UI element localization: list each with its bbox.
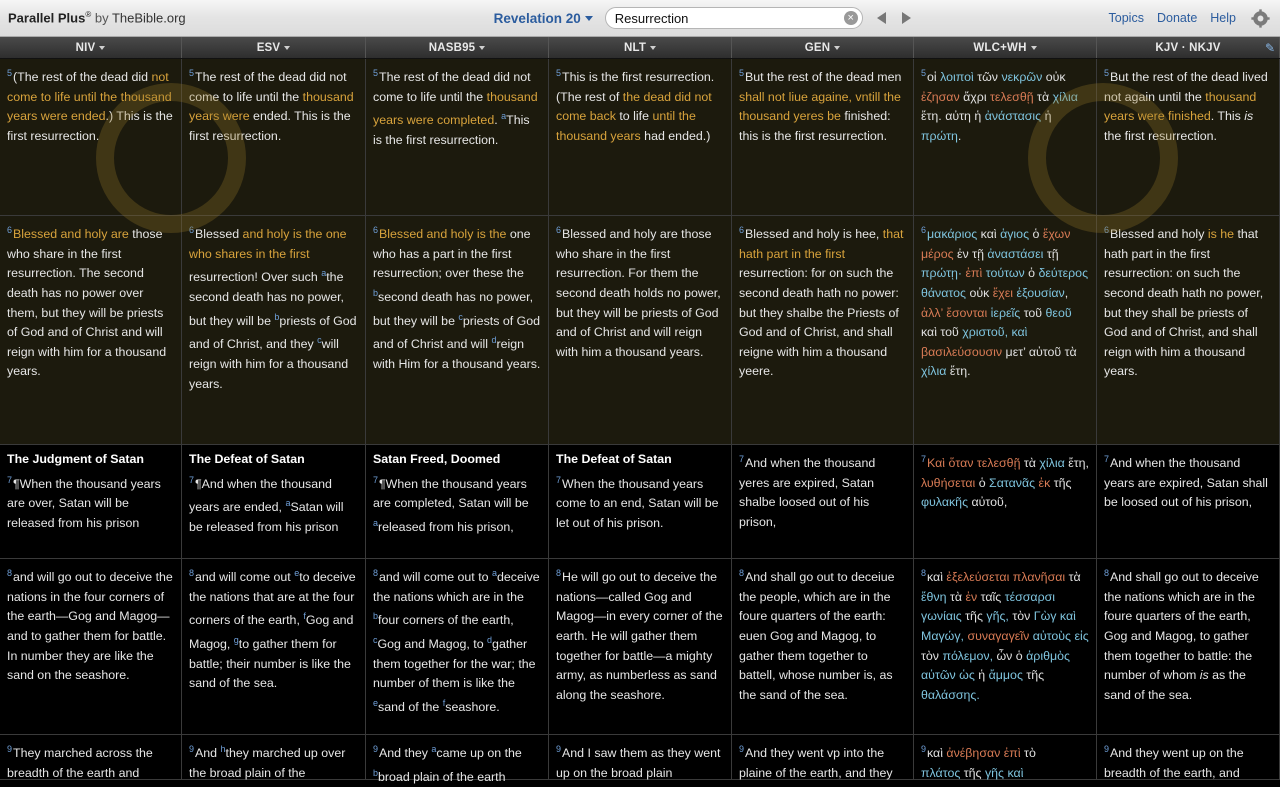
verse-number: 8 [1104,568,1110,578]
verse-cell-wlcwh[interactable]: $^8$καὶ ἐξελεύσεται πλανῆσαι τὰ ἔθνη τὰ ἐν ταῖς τέσσαρσι γωνίαις τῆς γῆς, τὸν Γὼγ καὶ Μαγώγ, συναγαγεῖν αὐτοὺς εἰς τὸν πόλεμον, ὦν ὁ ἀριθμὸς αὐτῶν ὡς ἡ ἄμμος τῆς θαλάσσης. [914,559,1097,734]
verse-number: 5 [373,68,379,78]
verse-number: 5 [7,68,13,78]
top-right-links [1109,9,1274,28]
section-heading: Satan Freed, Doomed [373,452,501,466]
verse-cell-esv[interactable]: $^9$And $^h$they marched up over the broad plain of the [182,735,366,779]
verse-number: 9 [189,744,195,754]
verse-number: 6 [189,225,195,235]
column-header-label: NLT [623,41,647,54]
topics-link[interactable]: Topics [1108,11,1144,25]
table-row[interactable] [0,216,1280,445]
navigation-arrows [877,12,911,24]
verse-number: 9 [7,744,13,754]
verse-number: 9 [1104,744,1110,754]
verse-number: 8 [739,568,745,578]
column-header-label: KJV · NKJV [1155,41,1221,54]
verse-number: 9 [921,744,927,754]
column-header-label: NASB95 [428,41,476,54]
verse-cell-nasb95[interactable]: $^6$Blessed and holy is the one who has a part in the first resurrection; over these the $^b$second death has no power, but they will be $^c$priests of God and of Christ and will $^d$reign with Him for a thousand years. [366,216,549,444]
verse-number: 9 [373,744,379,754]
verse-number: 7 [739,454,745,464]
verse-number: 6 [739,225,745,235]
verse-cell-esv[interactable]: $^6$Blessed and holy is the one who shares in the first resurrection! Over such $^a$the second death has no power, but they will be $^b$priests of God and of Christ, and they $^c$will reign with him for a thousand years. [182,216,366,444]
verse-cell-kjv[interactable]: $^9$And they went up on the breadth of the earth, and [1097,735,1280,779]
verse-cell-nlt[interactable]: $^8$He will go out to deceive the nations—called Gog and Magog—in every corner of the earth. He will gather them together for battle—a mighty army, as numberless as sand along the seashore. [549,559,732,734]
verse-number: 7 [556,474,562,485]
verse-cell-gen[interactable]: $^9$And they went vp into the plaine of the earth, and they [732,735,914,779]
help-link[interactable]: Help [1210,11,1236,25]
column-header-wlcwh[interactable] [914,37,1097,58]
verse-number: 5 [1104,68,1110,78]
parallel-text-grid[interactable] [0,59,1280,784]
verse-number: 8 [7,568,13,578]
search-field-wrapper[interactable] [605,7,863,29]
verse-number: 6 [921,225,927,235]
verse-cell-nasb95[interactable]: $^9$And they $^a$came up on the $^b$broad plain of the earth [366,735,549,779]
verse-number: 9 [556,744,562,754]
verse-cell-niv[interactable]: $^8$and will go out to deceive the nations in the four corners of the earth—Gog and Magog—and to gather them for battle. In number they are like the sand on the seashore. [0,559,182,734]
column-header-label: NIV [75,41,96,54]
verse-number: 7 [1104,454,1110,464]
verse-cell-nasb95[interactable]: Satan Freed, Doomed $^7$¶When the thousand years are completed, Satan will be $^a$released from his prison, [366,445,549,558]
column-header-esv[interactable] [182,37,366,58]
verse-number: 5 [189,68,195,78]
reference-selector[interactable] [494,11,593,26]
section-heading: The Defeat of Satan [189,452,305,466]
verse-number: 8 [373,568,379,578]
brand-registered-mark: ® [85,10,92,20]
verse-cell-kjv[interactable]: $^5$But the rest of the dead lived not again until the thousand years were finished. This is the first resurrection. [1097,59,1280,215]
chevron-down-icon [585,16,593,21]
verse-number: 8 [189,568,195,578]
column-header-label: GEN [804,41,831,54]
verse-number: 8 [556,568,562,578]
verse-cell-wlcwh[interactable]: $^9$καὶ ἀνέβησαν ἐπὶ τὸ πλάτος τῆς γῆς καὶ [914,735,1097,779]
gear-icon[interactable] [1251,9,1270,28]
verse-number: 6 [556,225,562,235]
verse-cell-esv[interactable]: $^5$The rest of the dead did not come to life until the thousand years were ended. This is the first resurrection. [182,59,366,215]
verse-cell-nlt[interactable]: $^6$Blessed and holy are those who share in the first resurrection. For them the second death holds no power, but they will be priests of God and of Christ and will reign with him a thousand years. [549,216,732,444]
verse-number: 6 [373,225,379,235]
verse-number: 6 [1104,225,1110,235]
brand-site: TheBible.org [111,10,186,26]
column-header-niv[interactable] [0,37,182,58]
donate-link[interactable]: Donate [1156,11,1198,25]
verse-cell-gen[interactable]: $^5$But the rest of the dead men shall not liue againe, vntill the thousand yeres be finished: this is the first resurrection. [732,59,914,215]
brand-name: Parallel Plus [8,10,86,26]
column-header-label: WLC+WH [973,41,1027,54]
verse-number: 6 [7,225,13,235]
table-row[interactable] [0,59,1280,216]
verse-number: 9 [739,744,745,754]
top-toolbar [0,0,1280,37]
search-input[interactable] [605,7,863,29]
chevron-down-icon [834,46,840,50]
verse-cell-nlt[interactable]: $^5$This is the first resurrection. (The rest of the dead did not come back to life until the thousand years had ended.) [549,59,732,215]
chevron-down-icon [1031,46,1037,50]
brand-by-text: by [91,10,112,26]
verse-cell-wlcwh[interactable]: $^7$Καὶ ὅταν τελεσθῇ τὰ χίλια ἔτη, λυθήσεται ὁ Σατανᾶς ἐκ τῆς φυλακῆς αὐτοῦ, [914,445,1097,558]
section-heading: The Defeat of Satan [556,452,672,466]
table-row[interactable] [0,735,1280,784]
column-header-nasb95[interactable] [366,37,549,58]
chevron-down-icon [284,46,290,50]
verse-cell-kjv[interactable]: $^6$Blessed and holy is he that hath part in the first resurrection: on such the second death hath no power, but they shall be priests of God and of Christ, and shall reign with him a thousand years. [1097,216,1280,444]
next-chapter-icon[interactable] [902,12,911,24]
verse-number: 5 [556,68,562,78]
verse-cell-niv[interactable]: The Judgment of Satan $^7$¶When the thousand years are over, Satan will be released from his prison [0,445,182,558]
verse-number: 7 [921,454,927,464]
verse-cell-niv[interactable]: $^9$They marched across the breadth of the earth and [0,735,182,779]
verse-cell-nasb95[interactable]: $^8$and will come out to $^a$deceive the nations which are in the $^b$four corners of the earth, $^c$Gog and Magog, to $^d$gather them together for the war; the number of them is like the $^e$sand of the $^f$seashore. [366,559,549,734]
verse-cell-wlcwh[interactable]: $^5$οἱ λοιποὶ τῶν νεκρῶν οὐκ ἐζησαν ἄχρι τελεσθῇ τὰ χίλια ἔτη. αὐτη ἡ ἀνάστασις ἡ πρώτη. [914,59,1097,215]
column-header-nlt[interactable] [549,37,732,58]
verse-cell-niv[interactable]: $^5$(The rest of the dead did not come to life until the thousand years were ended.) This is the first resurrection. [0,59,182,215]
verse-cell-gen[interactable]: $^8$And shall go out to deceiue the people, which are in the foure quarters of the earth: euen Gog and Magog, to gather them together to battell, whose number is, as the sand of the sea. [732,559,914,734]
verse-cell-kjv[interactable]: $^8$And shall go out to deceive the nations which are in the foure quarters of the earth, Gog and Magog, to gather them together to battle: the number of whom is as the sand of the sea. [1097,559,1280,734]
verse-cell-niv[interactable]: $^6$Blessed and holy are those who share in the first resurrection. The second death has no power over them, but they will be priests of God and of Christ and will reign with him for a thousand years. [0,216,182,444]
verse-cell-esv[interactable]: $^8$and will come out $^e$to deceive the nations that are at the four corners of the earth, $^f$Gog and Magog, $^g$to gather them for battle; their number is like the sand of the sea. [182,559,366,734]
verse-cell-nlt[interactable]: $^9$And I saw them as they went up on the broad plain [549,735,732,779]
column-header-gen[interactable] [732,37,914,58]
version-column-headers [0,37,1280,59]
section-heading: The Judgment of Satan [7,452,144,466]
chevron-down-icon [650,46,656,50]
app-brand [8,10,186,25]
verse-number: 7 [189,474,195,485]
verse-cell-kjv[interactable]: $^7$And when the thousand years are expired, Satan shall be loosed out of his prison, [1097,445,1280,558]
verse-cell-wlcwh[interactable]: $^6$μακάριος καὶ ἁγιος ὁ ἔχων μέρος ἐν τῇ ἀναστάσει τῇ πρώτῃ· ἐπὶ τούτων ὁ δεύτερος θάνατος οὐκ ἔχει ἐξουσίαν, ἀλλ’ ἔσονται ἱερεῖς τοῦ θεοῦ καὶ τοῦ χριστοῦ, καὶ βασιλεύσουσιν μετ’ αὐτοῦ τὰ χίλια ἔτη. [914,216,1097,444]
verse-cell-esv[interactable]: The Defeat of Satan $^7$¶And when the thousand years are ended, $^a$Satan will be released from his prison [182,445,366,558]
table-row[interactable] [0,559,1280,735]
column-header-kjv-nkjv[interactable] [1097,37,1280,58]
verse-number: 5 [739,68,745,78]
chevron-down-icon [479,46,485,50]
verse-cell-gen[interactable]: $^6$Blessed and holy is hee, that hath part in the first resurrection: for on such the second death hath no power: but they shalbe the Priests of God and of Christ, and shall reigne with him a thousand yeere. [732,216,914,444]
verse-number: 7 [7,474,13,485]
verse-cell-nlt[interactable]: The Defeat of Satan $^7$When the thousand years come to an end, Satan will be let out of his prison. [549,445,732,558]
verse-cell-nasb95[interactable]: $^5$The rest of the dead did not come to life until the thousand years were completed. $^a$This is the first resurrection. [366,59,549,215]
reference-label: Revelation 20 [493,10,581,26]
edit-pencil-icon[interactable]: ✎ [1264,41,1275,55]
chevron-down-icon [99,46,105,50]
previous-chapter-icon[interactable] [877,12,886,24]
verse-cell-gen[interactable]: $^7$And when the thousand yeres are expired, Satan shalbe loosed out of his prison, [732,445,914,558]
verse-number: 5 [921,68,927,78]
clear-search-icon[interactable]: × [844,11,858,25]
verse-number: 8 [921,568,927,578]
table-row[interactable] [0,445,1280,559]
column-header-label: ESV [256,41,281,54]
verse-number: 7 [373,474,379,485]
